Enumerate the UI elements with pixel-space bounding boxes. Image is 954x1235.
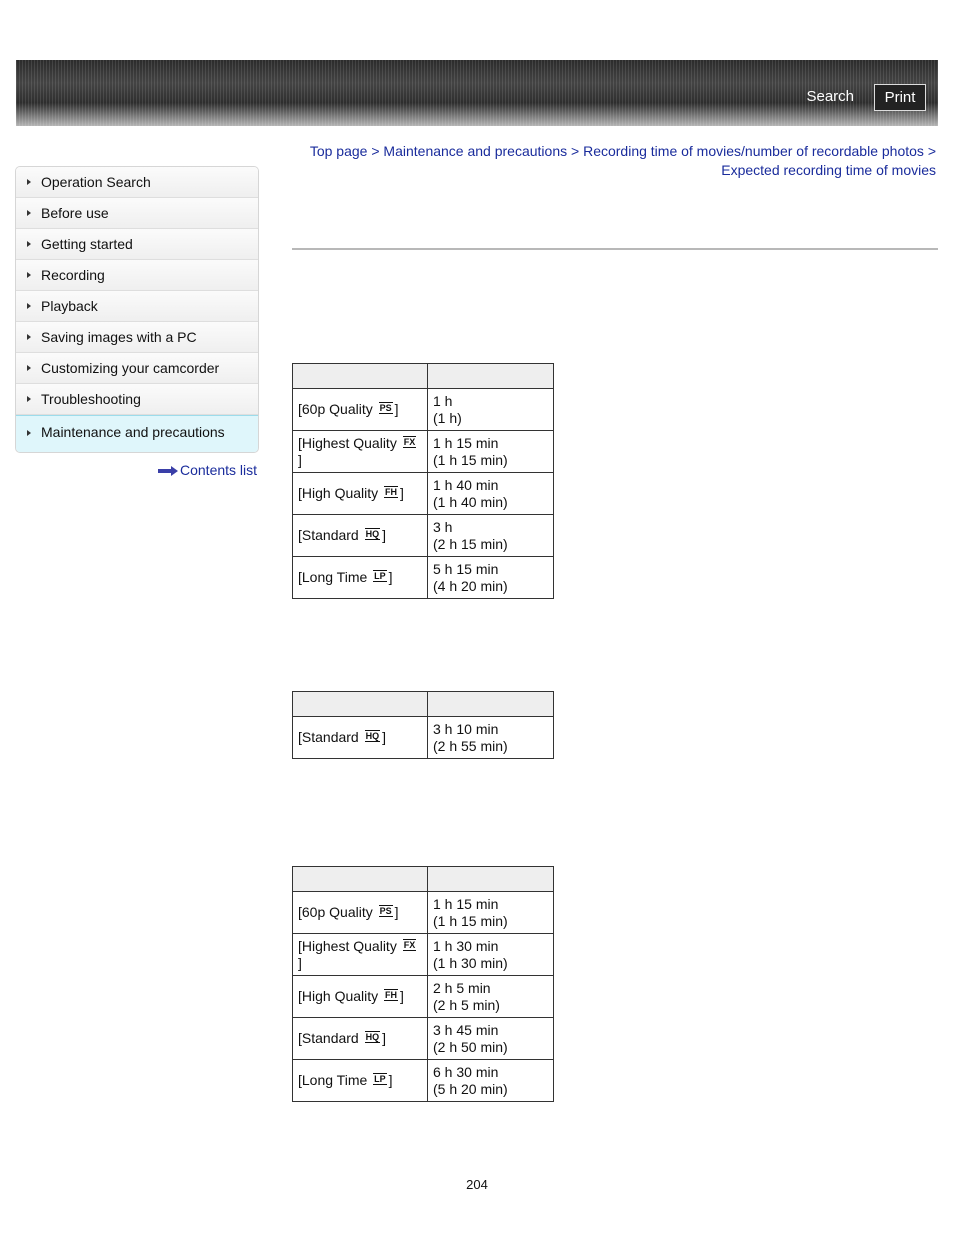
table-row: [Long Time LP ] 6 h 30 min (5 h 20 min): [293, 1060, 554, 1102]
sidebar-item-playback[interactable]: [16, 291, 258, 322]
table-row: [Highest Quality FX] 1 h 30 min (1 h 30 min): [293, 934, 554, 976]
sidebar-item-recording[interactable]: [16, 260, 258, 291]
breadcrumb-maintenance[interactable]: Maintenance and precautions: [383, 143, 568, 159]
breadcrumb-separator: >: [371, 143, 380, 159]
table-row: [High Quality FH ] 2 h 5 min (2 h 5 min): [293, 976, 554, 1018]
sidebar-item-label: Saving images with a PC: [41, 329, 197, 345]
breadcrumb-separator: >: [571, 143, 580, 159]
table-row: [Standard HQ ] 3 h 45 min (2 h 50 min): [293, 1018, 554, 1060]
table-row: [60p Quality PS ] 1 h 15 min (1 h 15 min): [293, 892, 554, 934]
fx-quality-icon: FX: [403, 939, 416, 950]
sidebar-item-saving-images[interactable]: [16, 322, 258, 353]
sidebar-item-label: Playback: [41, 298, 98, 314]
title-divider: [292, 248, 938, 250]
fx-quality-icon: FX: [403, 436, 416, 447]
arrow-right-icon: [27, 396, 31, 402]
table-row: [High Quality FH ] 1 h 40 min (1 h 40 min): [293, 473, 554, 515]
sidebar-item-customizing[interactable]: [16, 353, 258, 384]
table-row: [Highest Quality FX] 1 h 15 min (1 h 15 min): [293, 431, 554, 473]
contents-list-label: Contents list: [180, 462, 258, 478]
table-header-row: [293, 364, 554, 389]
sidebar-item-label: Customizing your camcorder: [41, 360, 220, 376]
table-row: [60p Quality PS ] 1 h (1 h): [293, 389, 554, 431]
recording-time-table-3: [292, 866, 554, 1102]
sidebar-item-maintenance[interactable]: [16, 415, 258, 452]
fh-quality-icon: FH: [385, 487, 398, 497]
table-row: [Standard HQ ] 3 h (2 h 15 min): [293, 515, 554, 557]
fh-quality-icon: FH: [385, 990, 398, 1000]
sidebar-item-label: Before use: [41, 205, 109, 221]
arrow-right-icon: [27, 334, 31, 340]
table-header-row: [293, 692, 554, 717]
contents-list-link[interactable]: [158, 462, 257, 479]
sidebar-item-before-use[interactable]: [16, 198, 258, 229]
sidebar-item-operation-search[interactable]: [16, 167, 258, 198]
page-number: 204: [466, 1177, 488, 1192]
breadcrumb-recording-time[interactable]: Recording time of movies/number of recordable photos: [583, 143, 924, 159]
lp-quality-icon: LP: [374, 1074, 386, 1084]
sidebar-item-label: Maintenance and precautions: [41, 424, 225, 440]
breadcrumb-separator: >: [927, 143, 936, 159]
hq-quality-icon: HQ: [365, 1032, 380, 1042]
header-banner: [16, 60, 938, 126]
sidebar-item-label: Recording: [41, 267, 105, 283]
sidebar-nav: [15, 166, 259, 453]
lp-quality-icon: LP: [374, 571, 386, 581]
table-row: [Long Time LP ] 5 h 15 min (4 h 20 min): [293, 557, 554, 599]
print-button[interactable]: Print: [874, 84, 926, 111]
hq-quality-icon: HQ: [365, 529, 380, 539]
recording-time-table-2: [292, 691, 554, 759]
arrow-link-icon: [158, 463, 178, 479]
search-link[interactable]: Search: [806, 88, 854, 105]
sidebar-item-troubleshooting[interactable]: [16, 384, 258, 415]
recording-time-table-1: [292, 363, 554, 599]
ps-quality-icon: PS: [379, 403, 392, 413]
breadcrumb: [296, 142, 936, 180]
sidebar-item-getting-started[interactable]: [16, 229, 258, 260]
arrow-right-icon: [27, 272, 31, 278]
sidebar-item-label: Troubleshooting: [41, 391, 141, 407]
sidebar-item-label: Getting started: [41, 236, 133, 252]
table-header-row: [293, 867, 554, 892]
arrow-right-icon: [27, 241, 31, 247]
arrow-right-icon: [27, 365, 31, 371]
table-row: [Standard HQ ] 3 h 10 min (2 h 55 min): [293, 717, 554, 759]
arrow-right-icon: [27, 303, 31, 309]
breadcrumb-current[interactable]: Expected recording time of movies: [721, 162, 936, 178]
ps-quality-icon: PS: [379, 906, 392, 916]
sidebar-item-label: Operation Search: [41, 174, 151, 190]
arrow-right-icon: [27, 179, 31, 185]
arrow-right-icon: [27, 430, 31, 436]
breadcrumb-top-page[interactable]: Top page: [309, 143, 368, 159]
arrow-right-icon: [27, 210, 31, 216]
hq-quality-icon: HQ: [365, 731, 380, 741]
